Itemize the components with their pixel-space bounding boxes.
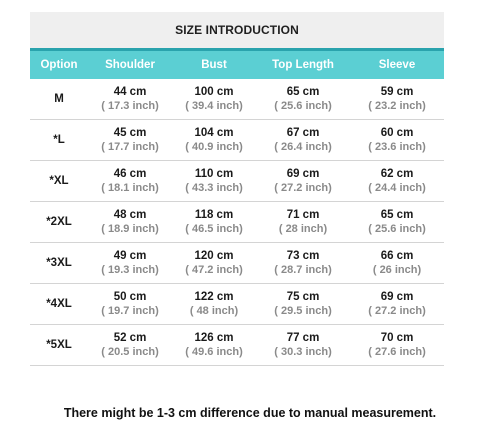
top-length-cm: 65 cm [286, 86, 320, 98]
sleeve-cm: 70 cm [380, 332, 414, 344]
bust-cm: 118 cm [194, 209, 234, 221]
sleeve-cm: 60 cm [380, 127, 414, 139]
bust-inch: ( 48 inch) [189, 305, 239, 317]
top-length-cell [256, 126, 350, 154]
bust-cell [172, 249, 256, 277]
sleeve-inch: ( 25.6 inch) [368, 223, 426, 235]
measurement-note: There might be 1-3 cm difference due to manual measurement. [63, 406, 437, 420]
top-length-cm: 69 cm [286, 168, 320, 180]
top-length-inch: ( 28.7 inch) [274, 264, 332, 276]
table-row [30, 284, 444, 325]
header-bust: Bust [201, 59, 227, 71]
header-sleeve: Sleeve [378, 59, 416, 71]
bust-cm: 122 cm [194, 291, 234, 303]
bust-cell [172, 290, 256, 318]
table-row [30, 161, 444, 202]
shoulder-cm: 48 cm [113, 209, 147, 221]
sleeve-cm: 65 cm [380, 209, 414, 221]
shoulder-cell [88, 167, 172, 195]
bust-cm: 126 cm [194, 332, 234, 344]
bust-cm: 100 cm [194, 86, 234, 98]
shoulder-inch: ( 20.5 inch) [101, 346, 159, 358]
bust-cm: 120 cm [194, 250, 234, 262]
shoulder-cell [88, 208, 172, 236]
table-row [30, 79, 444, 120]
top-length-cm: 67 cm [286, 127, 320, 139]
top-length-cell [256, 167, 350, 195]
shoulder-cm: 52 cm [113, 332, 147, 344]
size-option: *L [53, 134, 65, 146]
header-top-length: Top Length [272, 59, 334, 71]
top-length-cell [256, 249, 350, 277]
table-title: SIZE INTRODUCTION [30, 12, 444, 48]
size-table [30, 12, 444, 366]
size-option: *XL [49, 175, 69, 187]
top-length-inch: ( 29.5 inch) [274, 305, 332, 317]
shoulder-cell [88, 126, 172, 154]
bust-inch: ( 49.6 inch) [185, 346, 243, 358]
top-length-cell [256, 290, 350, 318]
bust-cell [172, 85, 256, 113]
top-length-cm: 73 cm [286, 250, 320, 262]
shoulder-inch: ( 18.9 inch) [101, 223, 159, 235]
sleeve-inch: ( 26 inch) [372, 264, 422, 276]
table-row [30, 202, 444, 243]
top-length-inch: ( 28 inch) [278, 223, 328, 235]
table-body [30, 79, 444, 366]
size-option: M [54, 93, 64, 105]
table-row [30, 243, 444, 284]
shoulder-cell [88, 249, 172, 277]
shoulder-cm: 46 cm [113, 168, 147, 180]
bust-cm: 104 cm [194, 127, 234, 139]
bust-cell [172, 208, 256, 236]
sleeve-inch: ( 24.4 inch) [368, 182, 426, 194]
shoulder-inch: ( 17.3 inch) [101, 100, 159, 112]
shoulder-inch: ( 17.7 inch) [101, 141, 159, 153]
shoulder-cm: 50 cm [113, 291, 147, 303]
top-length-cm: 75 cm [286, 291, 320, 303]
bust-cell [172, 126, 256, 154]
size-option: *4XL [46, 298, 72, 310]
bust-inch: ( 39.4 inch) [185, 100, 243, 112]
shoulder-cm: 49 cm [113, 250, 147, 262]
table-row [30, 325, 444, 366]
header-shoulder: Shoulder [105, 59, 155, 71]
size-option: *5XL [46, 339, 72, 351]
sleeve-inch: ( 27.6 inch) [368, 346, 426, 358]
top-length-cm: 77 cm [286, 332, 320, 344]
table-row [30, 120, 444, 161]
sleeve-cell [350, 249, 444, 277]
bust-inch: ( 43.3 inch) [185, 182, 243, 194]
shoulder-cell [88, 290, 172, 318]
sleeve-cell [350, 290, 444, 318]
top-length-cell [256, 85, 350, 113]
header-option: Option [40, 59, 78, 71]
bust-inch: ( 46.5 inch) [185, 223, 243, 235]
sleeve-cm: 59 cm [380, 86, 414, 98]
shoulder-inch: ( 19.3 inch) [101, 264, 159, 276]
bust-cell [172, 331, 256, 359]
bust-cell [172, 167, 256, 195]
size-option: *3XL [46, 257, 72, 269]
top-length-inch: ( 26.4 inch) [274, 141, 332, 153]
shoulder-cell [88, 85, 172, 113]
sleeve-cm: 66 cm [380, 250, 414, 262]
top-length-cm: 71 cm [286, 209, 320, 221]
sleeve-cm: 62 cm [380, 168, 414, 180]
sleeve-cell [350, 126, 444, 154]
top-length-cell [256, 331, 350, 359]
shoulder-cm: 44 cm [113, 86, 147, 98]
shoulder-cell [88, 331, 172, 359]
sleeve-inch: ( 23.6 inch) [368, 141, 426, 153]
sleeve-cell [350, 167, 444, 195]
shoulder-inch: ( 19.7 inch) [101, 305, 159, 317]
sleeve-cm: 69 cm [380, 291, 414, 303]
bust-inch: ( 47.2 inch) [185, 264, 243, 276]
sleeve-cell [350, 331, 444, 359]
top-length-inch: ( 30.3 inch) [274, 346, 332, 358]
bust-inch: ( 40.9 inch) [185, 141, 243, 153]
sleeve-inch: ( 27.2 inch) [368, 305, 426, 317]
shoulder-inch: ( 18.1 inch) [101, 182, 159, 194]
top-length-inch: ( 25.6 inch) [274, 100, 332, 112]
sleeve-inch: ( 23.2 inch) [368, 100, 426, 112]
sleeve-cell [350, 85, 444, 113]
shoulder-cm: 45 cm [113, 127, 147, 139]
size-option: *2XL [46, 216, 72, 228]
sleeve-cell [350, 208, 444, 236]
bust-cm: 110 cm [194, 168, 234, 180]
header-row [30, 51, 444, 79]
top-length-cell [256, 208, 350, 236]
top-length-inch: ( 27.2 inch) [274, 182, 332, 194]
